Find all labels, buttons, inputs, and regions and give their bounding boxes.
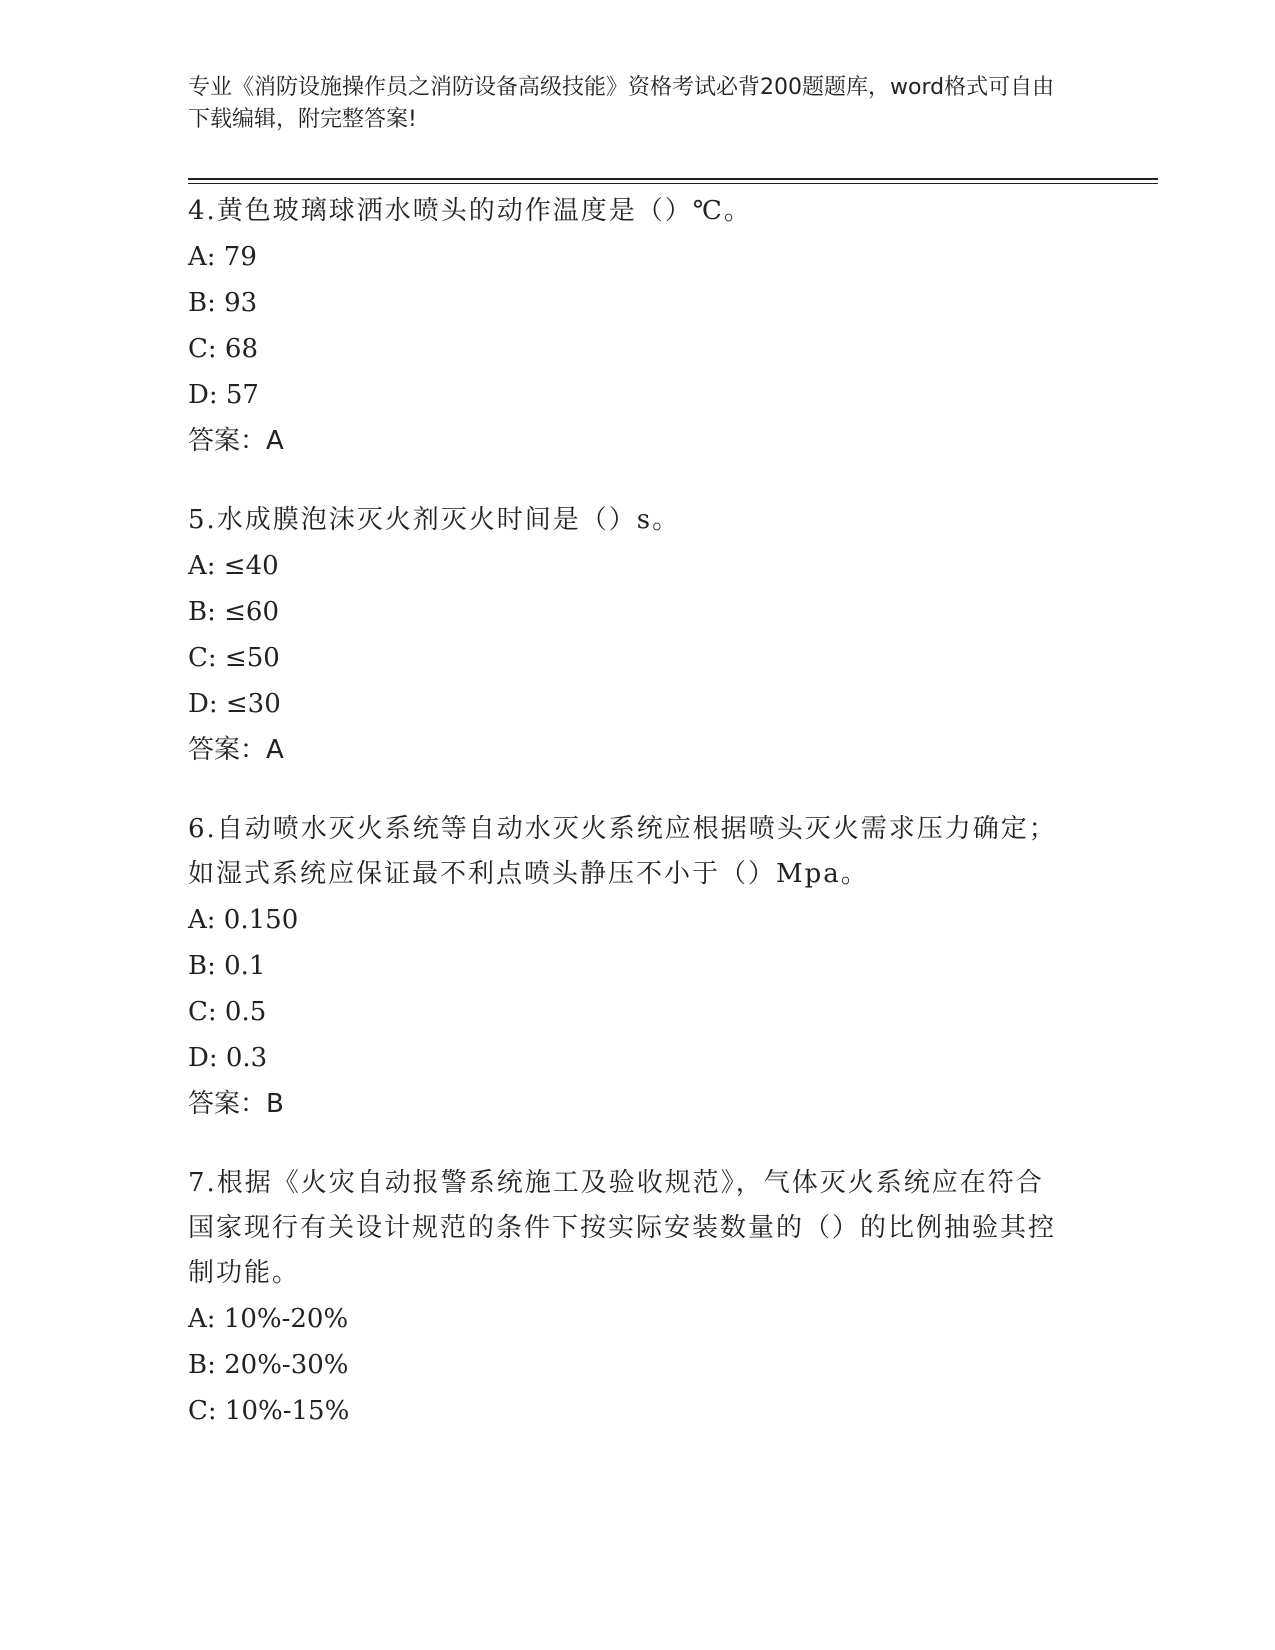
option-a: A: 10%-20% (188, 1304, 349, 1334)
option-c: C: 10%-15% (188, 1396, 350, 1426)
option-a: A: 79 (188, 242, 257, 272)
option-b: B: ≤60 (188, 597, 279, 627)
option-c: C: 68 (188, 334, 259, 364)
answer-line: 答案：A (188, 735, 284, 765)
question-list (188, 189, 1068, 1468)
option-c: C: ≤50 (188, 643, 280, 673)
question-stem: 5.水成膜泡沫灭火剂灭火时间是（）s。 (188, 505, 681, 535)
question-4 (188, 189, 1068, 464)
question-5 (188, 498, 1068, 773)
answer-line: 答案：B (188, 1089, 284, 1119)
header-divider-thick (188, 178, 1158, 180)
option-a: A: 0.150 (188, 905, 299, 935)
option-d: D: 0.3 (188, 1043, 268, 1073)
option-c: C: 0.5 (188, 997, 267, 1027)
question-7 (188, 1161, 1068, 1434)
option-a: A: ≤40 (188, 551, 279, 581)
document-page (188, 0, 1158, 1650)
option-b: B: 93 (188, 288, 258, 318)
question-6 (188, 807, 1068, 1127)
option-b: B: 20%-30% (188, 1350, 349, 1380)
option-d: D: ≤30 (188, 689, 281, 719)
document-header: 专业《消防设施操作员之消防设备高级技能》资格考试必背200题题库，word格式可自由下载编辑，附完整答案! (188, 75, 1055, 132)
answer-line: 答案：A (188, 426, 284, 456)
question-stem: 7.根据《火灾自动报警系统施工及验收规范》，气体灭火系统应在符合国家现行有关设计规范的条件下按实际安装数量的（）的比例抽验其控制功能。 (188, 1168, 1057, 1288)
option-b: B: 0.1 (188, 951, 266, 981)
question-stem: 4.黄色玻璃球洒水喷头的动作温度是（）℃。 (188, 196, 752, 226)
header-divider-thin (188, 183, 1158, 184)
option-d: D: 57 (188, 380, 259, 410)
question-stem: 6.自动喷水灭火系统等自动水灭火系统应根据喷头灭火需求压力确定；如湿式系统应保证最不利点喷头静压不小于（）Mpa。 (188, 814, 1057, 889)
